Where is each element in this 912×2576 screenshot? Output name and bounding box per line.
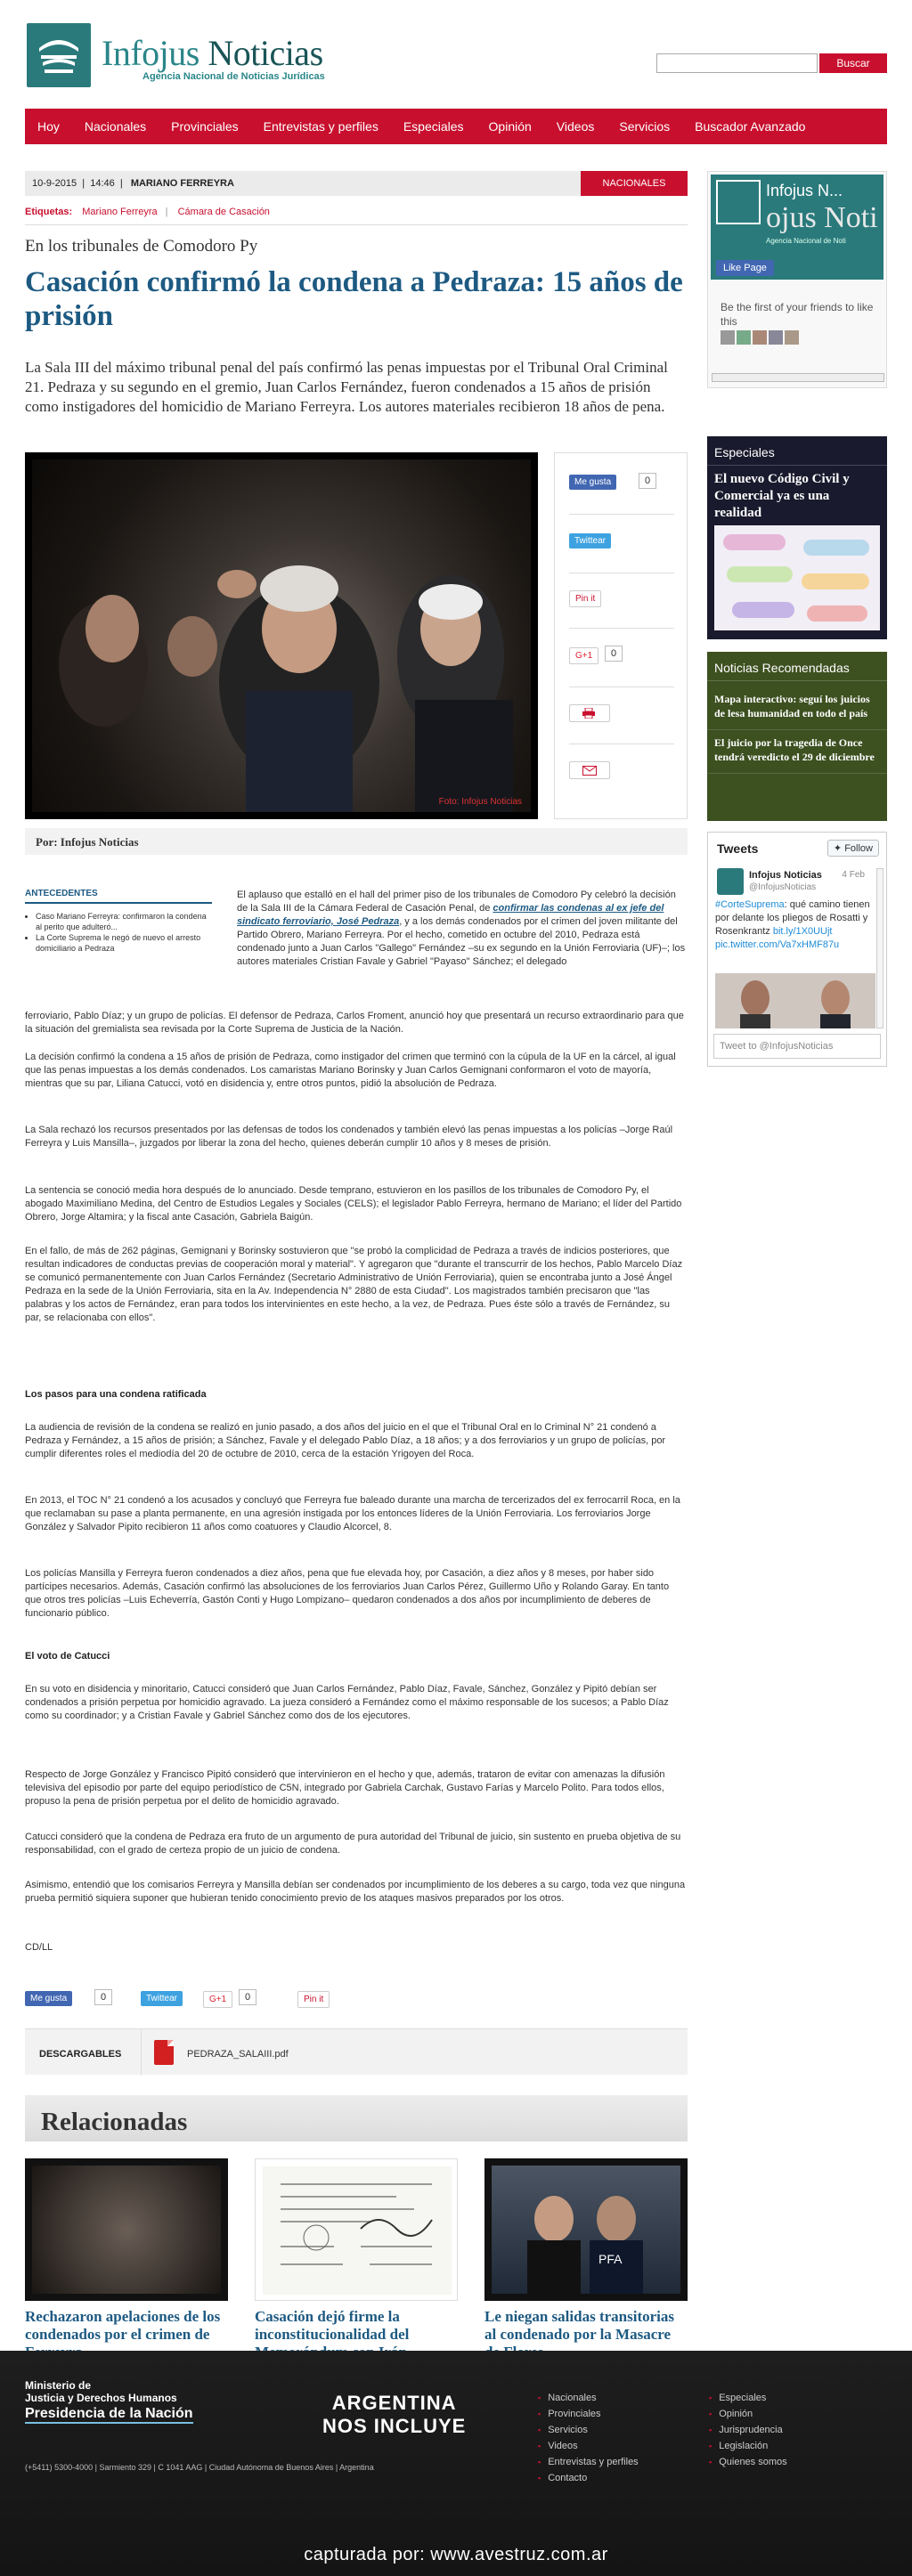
recomendada-link[interactable]: Mapa interactivo: seguí los juicios de lesa humanidad en todo el país bbox=[707, 687, 887, 730]
tag-link[interactable]: Mariano Ferreyra bbox=[82, 207, 158, 217]
antecedente-link[interactable]: • La Corte Suprema le negó de nuevo el arresto domiciliario a Pedraza bbox=[36, 932, 212, 954]
argentina-line: NOS INCLUYE bbox=[322, 2415, 467, 2437]
article-byline: Por: Infojus Noticias bbox=[25, 828, 688, 855]
article-paragraph: La Sala rechazó los recursos presentados por las defensas de todos los condenados y también elevó las penas impuestas a los policías –Jorge Raúl Ferreyra y Luis Mansilla–, juzgados por liberar la zona del hecho, quienes deberán cumplir 10 años y 8 meses de prisión. bbox=[25, 1125, 673, 1149]
nav-item-buscador[interactable]: Buscador Avanzado bbox=[695, 119, 806, 134]
footer-link[interactable]: ▪ Opinión bbox=[709, 2406, 787, 2422]
fb-cover-text: ojus Noti bbox=[766, 201, 878, 234]
tweet-compose-input[interactable]: Tweet to @InfojusNoticias bbox=[713, 1034, 881, 1059]
article-paragraph: La sentencia se conoció media hora después de lo anunciado. Desde temprano, estuvieron en los pasillos de los tribunales de Comodoro Py, el abogado Maximiliano Medina, del Centro de Estudios Legales y Sociales (CELS); el legislador Pablo Ferreyra, hermano de Mariano; el líder del Partido Obrero, Jorge Altamira; y la fiscal ante Casación, Gabriela Baigún. bbox=[25, 1185, 682, 1223]
facebook-page-widget bbox=[707, 171, 887, 388]
paragraph-text: El aplauso que estalló en el hall del primer piso de los tribunales de Comodoro Py celebró la decisión de la Sala III de la Cámara Federal de Casación Penal, de bbox=[237, 890, 676, 914]
tweet-author[interactable]: Infojus Noticias bbox=[749, 870, 822, 881]
download-file-link[interactable]: PEDRAZA_SALAIII.pdf bbox=[187, 2049, 289, 2060]
nav-item-hoy[interactable]: Hoy bbox=[37, 119, 60, 134]
especiales-card bbox=[707, 436, 887, 639]
downloads-label: DESCARGABLES bbox=[39, 2049, 122, 2060]
nav-item-nacionales[interactable]: Nacionales bbox=[84, 119, 147, 134]
footer-link[interactable]: ▪ Especiales bbox=[709, 2390, 787, 2406]
antecedente-link[interactable]: • Caso Mariano Ferreyra: confirmaron la condena al perito que adulteró... bbox=[36, 911, 212, 932]
friend-avatar bbox=[753, 330, 767, 345]
tweet-text bbox=[715, 898, 875, 952]
especiales-heading: Especiales bbox=[707, 436, 887, 466]
related-image[interactable] bbox=[25, 2158, 228, 2301]
twitter-follow-button[interactable]: ✦ Follow bbox=[827, 840, 879, 857]
brand-title[interactable] bbox=[102, 32, 323, 74]
footer-link[interactable]: ▪ Legislación bbox=[709, 2438, 787, 2454]
photo-credit: Foto: Infojus Noticias bbox=[438, 797, 522, 807]
nav-item-provinciales[interactable]: Provinciales bbox=[171, 119, 239, 134]
tweet-avatar[interactable] bbox=[717, 868, 744, 895]
article-kicker: En los tribunales de Comodoro Py bbox=[25, 237, 258, 256]
divider bbox=[141, 2029, 142, 2076]
fb-social-text: Be the first of your friends to like this bbox=[721, 301, 874, 328]
infojus-logo-icon[interactable] bbox=[27, 23, 91, 87]
share-column bbox=[554, 452, 688, 819]
related-image[interactable] bbox=[484, 2158, 688, 2301]
footer-link[interactable]: ▪ Provinciales bbox=[538, 2406, 639, 2422]
antecedentes-title: ANTECEDENTES bbox=[25, 889, 212, 904]
widget-scrollbar[interactable] bbox=[876, 868, 884, 1028]
brand-second: Noticias bbox=[208, 33, 323, 73]
related-link[interactable]: Rechazaron apelaciones de los condenados por el crimen de bbox=[25, 2308, 221, 2343]
footer-link[interactable]: ▪ Videos bbox=[538, 2438, 639, 2454]
photo-image bbox=[32, 459, 531, 812]
especiales-link[interactable]: El nuevo Código Civil y Comercial ya es una realidad bbox=[714, 472, 850, 520]
related-image[interactable] bbox=[255, 2158, 458, 2301]
downloads-box bbox=[25, 2028, 688, 2075]
article-title: Casación confirmó la condena a Pedraza: 15 años de prisión bbox=[25, 266, 683, 332]
email-button[interactable] bbox=[569, 761, 610, 779]
footer-link[interactable]: ▪ Quienes somos bbox=[709, 2454, 787, 2470]
search-button[interactable]: Buscar bbox=[819, 53, 887, 73]
ministerio-logo[interactable] bbox=[25, 2379, 177, 2404]
footer-link[interactable]: ▪ Servicios bbox=[538, 2422, 639, 2438]
article-paragraph: En el fallo, de más de 262 páginas, Gemignani y Borinsky sostuvieron que "se probó la complicidad de Pedraza a través de indicios posteriores, que resultan indicadores de conductas previas de cooperación moral y material". Y agregaron que "durante el transcurrir de los hechos, Pablo Marcelo Díaz se comunicó permanentemente con Juan Carlos Fernández (Secretario Administrativo de Unión Ferroviaria), quien se encontraba junto a José Ángel Pedraza en la sede de la Unión Ferroviaria, sita en la Av. Independencia N° 2880 de esta Ciudad". Los magistrados también precisaron que "las palabras y los actos de Fernández, eran para todos los intervinientes en este hecho, a la vez, de Pedraza. Pues éste sólo a través de Fernández, su par, se relacionaba con ellos". bbox=[25, 1246, 683, 1323]
ministerio-line: Justicia y Derechos Humanos bbox=[25, 2392, 177, 2404]
article-paragraph: En su voto en disidencia y minoritario, Catucci consideró que Juan Carlos Fernández, Pablo Díaz, Favale, Sánchez, González y Pipitó debían ser condenados a prisión perpetua por homicidio agravado. La jueza consideró a Fernández como el máximo responsable de los sucesos; a Pablo Díaz como su coordinador; y a Cristian Favale y Gabriel Sánchez como dos de los ejecutores. bbox=[25, 1684, 669, 1721]
section-heading: El voto de Catucci bbox=[25, 1651, 110, 1662]
tags-label: Etiquetas: bbox=[25, 207, 73, 217]
print-icon bbox=[582, 708, 595, 719]
facebook-like-button[interactable]: Me gusta bbox=[569, 475, 616, 490]
especiales-image[interactable] bbox=[714, 525, 880, 630]
article-paragraph: Catucci consideró que la condena de Pedraza era fruto de un argumento de pura autoridad del Tribunal de juicio, sin sustento en prueba objetiva de su responsabilidad, con el grado de certeza propio de un juicio de condena. bbox=[25, 1832, 681, 1856]
article-paragraph: ferroviario, Pablo Díaz; y un grupo de policías. El defensor de Pedraza, Carlos Froment, anunció hoy que presentará un recurso extraordinario para que la situación del gremialista sea revisada por la Corte Suprema de Justicia de la Nación. bbox=[25, 1011, 684, 1035]
article-paragraph: Los policías Mansilla y Ferreyra fueron condenados a diez años, pena que fue elevada hoy, por Casación, a diez años y 8 meses, por haber sido partícipes necesarios. Además, Casación confirmó las absoluciones de los ferroviarios Juan Carlos Pérez, Guillermo Uño y Rolando Garay. En tanto que otros tres policías –Luis Echeverría, Gastón Conti y Hugo Lompizano– quedaron condenados a dos años por incumplimiento de deberes de funcionario público. bbox=[25, 1568, 670, 1619]
article-paragraph: Asimismo, entendió que los comisarios Ferreyra y Mansilla debían ser condenados por incumplimiento de los deberes a su cargo, toda vez que ninguna prueba permitió siquiera suponer que hubieran tenido conocimiento previo de los ataques masivos preparados por los otros. bbox=[25, 1880, 686, 1904]
related-heading: Relacionadas bbox=[25, 2095, 688, 2141]
divider bbox=[569, 628, 674, 629]
bottom-share-row bbox=[25, 1989, 688, 2011]
friend-avatar bbox=[737, 330, 751, 345]
site-footer bbox=[0, 2351, 912, 2576]
tweets-heading: Tweets bbox=[717, 841, 759, 856]
friend-avatar bbox=[721, 330, 735, 345]
friend-avatar bbox=[769, 330, 783, 345]
article-paragraph bbox=[237, 889, 688, 969]
friend-avatar bbox=[785, 330, 799, 345]
nav-item-especiales[interactable]: Especiales bbox=[403, 119, 464, 134]
tweet-handle[interactable]: @InfojusNoticias bbox=[749, 882, 817, 892]
inline-article-link[interactable]: confirmar las condenas al ex jefe del sindicato ferroviario, José Pedraza bbox=[237, 903, 664, 927]
related-link[interactable]: Casación dejó firme la inconstitucionalidad del bbox=[255, 2308, 410, 2343]
tweet-link[interactable]: bit.ly/1X0UUjt bbox=[772, 926, 833, 937]
paragraph-text: , y a los demás condenados por el crimen del joven militante del Partido Obrero, Mariano Ferreyra. Por el hecho, cometido en octubre del 2010, Pedraza está condenado junto a Juan Carlos "Gallego" Fernández –su ex segundo en la Unión Ferroviaria (UF)–; los autores materiales Cristian Favale y Gabriel "Payaso" Sánchez; el delegado bbox=[237, 916, 686, 967]
article-paragraph: La audiencia de revisión de la condena se realizó en junio pasado, a dos años del juicio en el que el Tribunal Oral en lo Criminal N° 21 condenó a Pedraza y Fernández, a 15 años de prisión; a Sánchez, Favale y el delegado Pablo Díaz, a 18 años; y a dos ferroviarios y un grupo de policías, por cumplir diferentes roles el mediodía del 20 de octubre de 2010, cerca de la estación Yrigoyen del Roca. bbox=[25, 1422, 666, 1459]
article-paragraph: La decisión confirmó la condena a 15 años de prisión de Pedraza, como instigador del crimen que terminó con la cúpula de la UF en la cárcel, al igual que las penas impuestas a los demás condenados. Los camaristas Mariano Borinsky y Juan Carlos Gemignani conformaron el voto de mayoría, mientras que su par, Liliana Catucci, votó en disidencia y, entre otros puntos, pidió la absolución de Pedraza. bbox=[25, 1052, 676, 1089]
search-input[interactable] bbox=[656, 53, 818, 73]
facebook-like-count: 0 bbox=[94, 1989, 112, 2005]
widget-scrollbar[interactable] bbox=[712, 373, 884, 382]
tag-link[interactable]: Cámara de Casación bbox=[177, 207, 270, 217]
section-heading: Los pasos para una condena ratificada bbox=[25, 1389, 207, 1400]
google-plus-count: 0 bbox=[605, 646, 623, 662]
tags-row: Etiquetas: Mariano Ferreyra | Cámara de Casación bbox=[25, 207, 270, 217]
tweet-image[interactable] bbox=[715, 973, 875, 1028]
facebook-page-cover[interactable] bbox=[711, 175, 884, 280]
footer-link[interactable]: ▪ Contacto bbox=[538, 2470, 639, 2486]
tweet-date[interactable]: 4 Feb bbox=[842, 870, 865, 880]
recomendadas-heading: Noticias Recomendadas bbox=[707, 652, 887, 681]
print-button[interactable] bbox=[569, 704, 610, 722]
facebook-like-count: 0 bbox=[639, 473, 656, 489]
tweet-body: : qué camino tienen por delante los pliegos de Rosatti y Rosenkrantz bbox=[715, 899, 870, 937]
recomendada-link[interactable]: El juicio por la tragedia de Once tendrá veredicto el 29 de diciembre bbox=[707, 730, 887, 774]
brand-main: Infojus bbox=[102, 33, 200, 73]
site-header bbox=[0, 0, 912, 100]
fb-cover-agency: Agencia Nacional de Noti bbox=[766, 237, 846, 245]
article-meta-bar bbox=[25, 171, 688, 196]
divider bbox=[25, 224, 688, 225]
pinterest-button[interactable]: Pin it bbox=[569, 590, 601, 607]
article-time: 14:46 bbox=[90, 178, 115, 189]
twitter-button[interactable]: Twittear bbox=[569, 533, 611, 549]
nav-item-entrevistas[interactable]: Entrevistas y perfiles bbox=[263, 119, 379, 134]
antecedentes-box bbox=[25, 889, 212, 954]
fb-page-name: Infojus N... bbox=[766, 182, 843, 199]
twitter-widget bbox=[707, 832, 887, 1067]
footer-link[interactable]: ▪ Nacionales bbox=[538, 2390, 639, 2406]
footer-address: (+5411) 5300-4000 | Sarmiento 329 | C 1041 AAG | Ciudad Autónoma de Buenos Aires | Argentina bbox=[25, 2463, 374, 2472]
related-link[interactable]: Le niegan salidas transitorias al condenado por la Masacre bbox=[484, 2308, 674, 2343]
fb-like-page-button[interactable]: Like Page bbox=[716, 260, 774, 276]
nav-item-videos[interactable]: Videos bbox=[556, 119, 595, 134]
page-avatar bbox=[716, 180, 761, 224]
tweet-pic-link[interactable]: pic.twitter.com/Va7xHMF87u bbox=[715, 939, 840, 950]
article-paragraph: Respecto de Jorge González y Francisco Pipitó consideró que intervinieron en el hecho y que, además, trataron de evitar con amenazas la difusión televisiva del episodio por parte del equipo periodístico de C5N, integrado por Gabriela Carchak, Gustavo Farías y Marcelo Polito. Para todos ellos, propuso la pena de prisión perpetua por el delito de homicidio agravado. bbox=[25, 1769, 665, 1807]
google-plus-button[interactable]: G+1 bbox=[569, 647, 598, 664]
pinterest-button[interactable]: Pin it bbox=[297, 1991, 330, 2008]
footer-links-col1 bbox=[538, 2390, 639, 2486]
svg-text:PFA: PFA bbox=[598, 2252, 623, 2266]
divider bbox=[569, 514, 674, 515]
footer-links-col2 bbox=[709, 2390, 787, 2470]
section-badge[interactable]: NACIONALES bbox=[581, 171, 688, 196]
presidencia-label: Presidencia de la Nación bbox=[25, 2406, 193, 2424]
nav-item-opinion[interactable]: Opinión bbox=[488, 119, 532, 134]
footer-link[interactable]: ▪ Entrevistas y perfiles bbox=[538, 2454, 639, 2470]
twitter-button[interactable]: Twittear bbox=[141, 1991, 183, 2006]
ministerio-line: Ministerio de bbox=[25, 2379, 92, 2392]
article-signature: CD/LL bbox=[25, 1942, 53, 1953]
google-plus-count: 0 bbox=[239, 1989, 256, 2005]
argentina-logo[interactable] bbox=[322, 2392, 466, 2438]
pdf-file-icon[interactable] bbox=[154, 2040, 174, 2065]
article-datetime: 10-9-2015 | 14:46 | MARIANO FERREYRA bbox=[32, 178, 234, 189]
brand-subtitle: Agencia Nacional de Noticias Jurídicas bbox=[142, 71, 325, 82]
nav-item-servicios[interactable]: Servicios bbox=[619, 119, 671, 134]
article-topic[interactable]: MARIANO FERREYRA bbox=[130, 178, 234, 189]
article-date: 10-9-2015 bbox=[32, 178, 77, 189]
footer-link[interactable]: ▪ Jurisprudencia bbox=[709, 2422, 787, 2438]
tweet-hashtag[interactable]: #CorteSuprema bbox=[715, 899, 785, 910]
email-icon bbox=[582, 766, 597, 776]
argentina-line: ARGENTINA bbox=[331, 2392, 457, 2414]
recomendadas-card bbox=[707, 652, 887, 821]
facebook-like-button[interactable]: Me gusta bbox=[25, 1991, 72, 2006]
follow-label: Follow bbox=[844, 843, 873, 854]
article-lead: La Sala III del máximo tribunal penal del país confirmó las penas impuestas por el Tribunal Oral Criminal 21. Pedraza y su segundo en el gremio, Juan Carlos Fernández, fueron condenados a 15 años de prisión como instigadores del homicidio de Mariano Ferreyra. Los autores materiales recibieron 18 años de pena. bbox=[25, 359, 668, 415]
article-photo[interactable] bbox=[25, 452, 538, 819]
capture-caption: capturada por: www.avestruz.com.ar bbox=[304, 2545, 608, 2564]
article-paragraph: En 2013, el TOC N° 21 condenó a los acusados y concluyó que Ferreyra fue baleado durante una marcha de tercerizados del ex ferrocarril Roca, en la que reclamaban su pase a planta permanente, en una agresión instigada por los entonces líderes de la Unión Ferroviaria. Los ferroviarios Jorge González y Salvador Pipito recibieron 11 años como coatuores y Claudio Alcorcel, 8. bbox=[25, 1495, 680, 1532]
main-nav bbox=[25, 109, 887, 144]
google-plus-button[interactable]: G+1 bbox=[203, 1991, 232, 2008]
